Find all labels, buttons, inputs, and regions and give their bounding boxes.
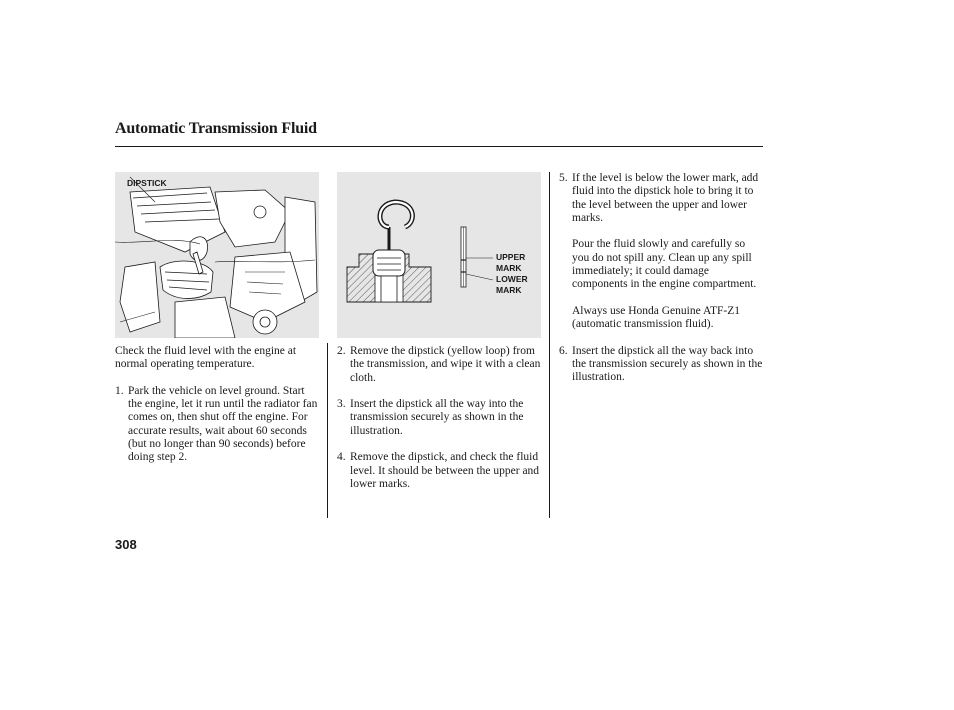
column-divider-right	[549, 172, 550, 518]
step-5-paragraph-3: Always use Honda Genuine ATF-Z1 (automatic transmission fluid).	[572, 304, 741, 331]
engine-illustration	[115, 172, 319, 338]
step-text: Insert the dipstick all the way back into the transmission securely as shown in the illustration.	[572, 344, 763, 384]
intro-paragraph: Check the fluid level with the engine at normal operating temperature.	[115, 345, 297, 371]
column-divider-left	[327, 343, 328, 518]
step-text: Insert the dipstick all the way into the transmission securely as shown in the illustration.	[350, 398, 524, 437]
column-3-text	[559, 172, 765, 385]
step-number: 3.	[337, 398, 346, 411]
page-number: 308	[115, 537, 137, 552]
step-5-paragraph-1: If the level is below the lower mark, add fluid into the dipstick hole to bring it to the level between the upper and lower marks.	[572, 172, 759, 224]
step-6	[559, 345, 765, 385]
step-3	[337, 398, 541, 438]
step-number: 5.	[559, 172, 568, 184]
step-text: Remove the dipstick (yellow loop) from the transmission, and wipe it with a clean cloth.	[350, 345, 541, 384]
step-4	[337, 451, 541, 491]
step-text: Remove the dipstick, and check the fluid level. It should be between the upper and lower marks.	[350, 451, 540, 490]
step-5	[559, 172, 765, 332]
title-rule	[115, 146, 763, 147]
lower-mark-label: LOWER MARK	[496, 274, 528, 295]
dipstick-illustration	[337, 172, 541, 338]
step-2	[337, 345, 541, 385]
step-text: Park the vehicle on level ground. Start the engine, let it run until the radiator fan comes on, then shut off the engine. For accurate results, wait about 60 seconds (but no longer than 90 seconds) before doing step 2.	[128, 384, 318, 464]
column-1-text	[115, 345, 321, 465]
column-2-text	[337, 345, 541, 491]
step-number: 6.	[559, 344, 568, 357]
upper-mark-label: UPPER MARK	[496, 252, 526, 273]
step-text	[572, 172, 765, 332]
step-1	[115, 385, 321, 465]
page-title: Automatic Transmission Fluid	[115, 120, 317, 137]
step-number: 2.	[337, 345, 346, 357]
step-number: 1.	[115, 384, 124, 397]
engine-drawing	[115, 172, 319, 338]
dipstick-label: DIPSTICK	[127, 178, 167, 188]
step-number: 4.	[337, 451, 346, 464]
step-5-paragraph-2: Pour the fluid slowly and carefully so you do not spill any. Clean up any spill immediately; it could damage components in the engine compartment.	[572, 238, 757, 291]
